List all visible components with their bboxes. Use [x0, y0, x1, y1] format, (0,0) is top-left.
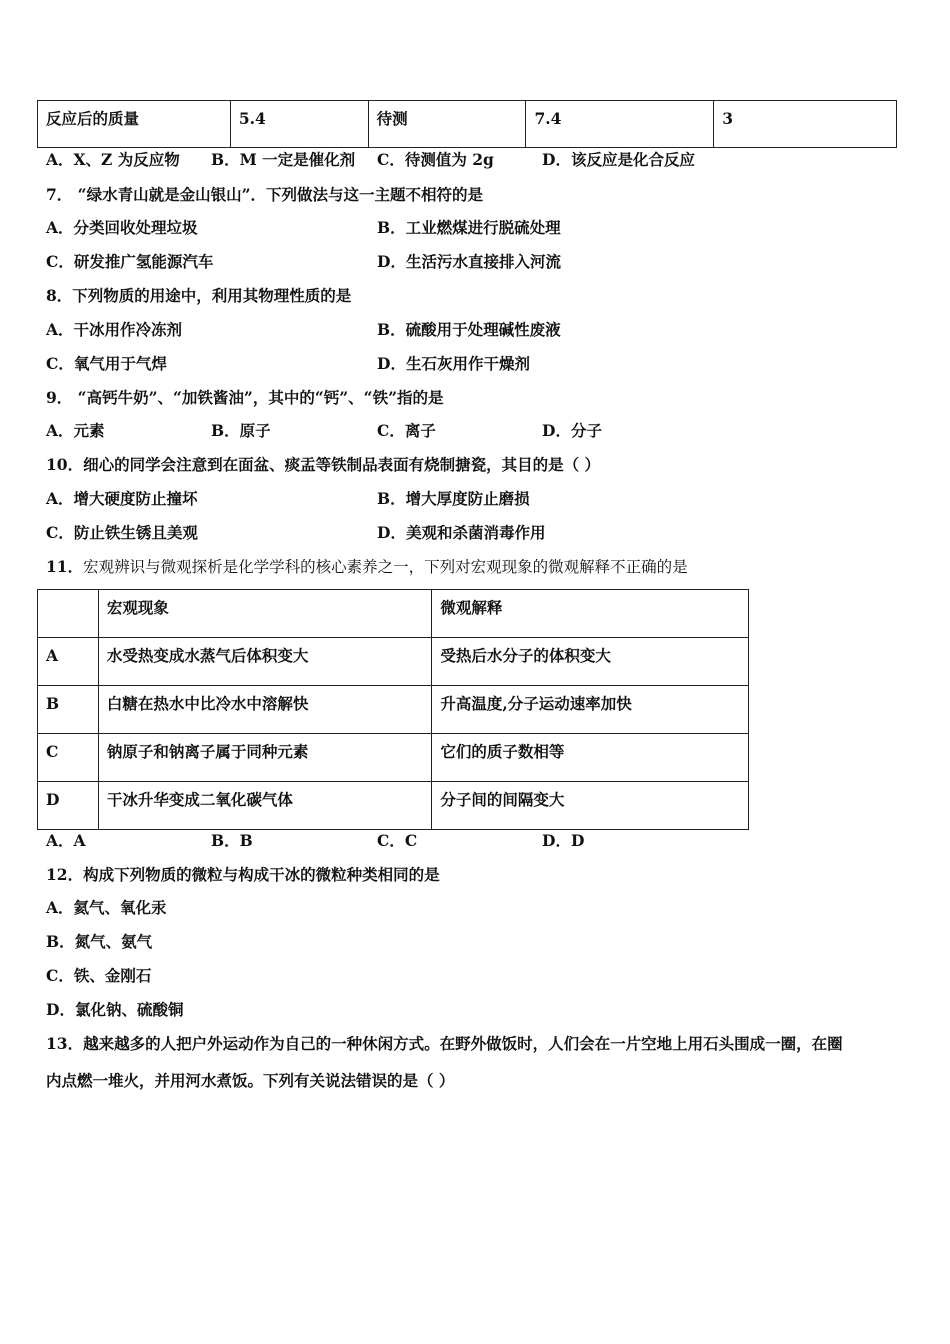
q7-option-d[interactable]: D．生活污水直接排入河流 [377, 252, 561, 271]
table-cell: 7.4 [526, 101, 714, 148]
q11-option-a[interactable]: A．A [46, 831, 86, 850]
question-12-stem: 12．构成下列物质的微粒与构成干冰的微粒种类相同的是 [46, 865, 440, 884]
table-cell: 待测 [368, 101, 526, 148]
q9-option-b[interactable]: B．原子 [211, 421, 271, 440]
q10-option-a[interactable]: A．增大硬度防止撞坏 [46, 489, 198, 508]
table-cell: 反应后的质量 [38, 101, 231, 148]
micro-macro-table [37, 589, 749, 830]
q9-option-d[interactable]: D．分子 [542, 421, 602, 440]
q10-option-b[interactable]: B．增大厚度防止磨损 [377, 489, 530, 508]
question-11-stem [46, 557, 688, 577]
q11-option-b[interactable]: B．B [211, 831, 253, 850]
q10-option-c[interactable]: C．防止铁生锈且美观 [46, 523, 198, 542]
q9-option-a[interactable]: A．元素 [46, 421, 105, 440]
question-11-number: 11． [46, 557, 84, 576]
option-a[interactable]: A．X、Z 为反应物 [46, 150, 180, 169]
q7-option-c[interactable]: C．研发推广氢能源汽车 [46, 252, 214, 271]
q7-option-a[interactable]: A．分类回收处理垃圾 [46, 218, 198, 237]
table-cell: 受热后水分子的体积变大 [432, 638, 749, 686]
q12-option-c[interactable]: C．铁、金刚石 [46, 966, 152, 985]
option-c[interactable]: C．待测值为 2g [377, 150, 494, 169]
table-cell: 3 [714, 101, 897, 148]
table-row [38, 782, 749, 830]
table-cell: 钠原子和钠离子属于同种元素 [98, 734, 432, 782]
table-row [38, 686, 749, 734]
table-row [38, 734, 749, 782]
q9-option-c[interactable]: C．离子 [377, 421, 436, 440]
question-13-line-2: 内点燃一堆火，并用河水煮饭。下列有关说法错误的是（ ） [46, 1071, 455, 1090]
table-header-cell: 微观解释 [432, 590, 749, 638]
q12-option-a[interactable]: A．氦气、氧化汞 [46, 898, 167, 917]
table-header-cell: 宏观现象 [98, 590, 432, 638]
q8-option-c[interactable]: C．氧气用于气焊 [46, 354, 167, 373]
q8-option-a[interactable]: A．干冰用作冷冻剂 [46, 320, 183, 339]
q8-option-d[interactable]: D．生石灰用作干燥剂 [377, 354, 530, 373]
table-header-cell [38, 590, 99, 638]
table-header-row [38, 590, 749, 638]
table-row [38, 638, 749, 686]
q7-option-b[interactable]: B．工业燃煤进行脱硫处理 [377, 218, 561, 237]
q12-option-d[interactable]: D．氯化钠、硫酸铜 [46, 1000, 184, 1019]
table-cell: 水受热变成水蒸气后体积变大 [98, 638, 432, 686]
q8-option-b[interactable]: B．硫酸用于处理碱性废液 [377, 320, 561, 339]
table-cell: A [38, 638, 99, 686]
option-d[interactable]: D．该反应是化合反应 [542, 150, 695, 169]
reaction-mass-table [37, 100, 897, 148]
table-cell: 干冰升华变成二氧化碳气体 [98, 782, 432, 830]
q11-option-d[interactable]: D．D [542, 831, 585, 850]
table-cell: 分子间的间隔变大 [432, 782, 749, 830]
table-cell: C [38, 734, 99, 782]
table-cell: 升高温度,分子运动速率加快 [432, 686, 749, 734]
table-cell: D [38, 782, 99, 830]
table-cell: 它们的质子数相等 [432, 734, 749, 782]
table-cell: 5.4 [230, 101, 368, 148]
question-8-stem: 8．下列物质的用途中，利用其物理性质的是 [46, 286, 352, 305]
question-11-text: 宏观辨识与微观探析是化学学科的核心素养之一，下列对宏观现象的微观解释不正确的是 [83, 558, 688, 576]
question-10-stem: 10．细心的同学会注意到在面盆、痰盂等铁制品表面有烧制搪瓷，其目的是（ ） [46, 455, 600, 474]
q10-option-d[interactable]: D．美观和杀菌消毒作用 [377, 523, 546, 542]
question-7-stem: 7． “绿水青山就是金山银山”．下列做法与这一主题不相符的是 [46, 185, 484, 204]
option-b[interactable]: B．M 一定是催化剂 [211, 150, 356, 169]
q12-option-b[interactable]: B．氮气、氨气 [46, 932, 153, 951]
question-9-stem: 9． “高钙牛奶”、“加铁酱油”，其中的“钙”、“铁”指的是 [46, 388, 444, 407]
table-cell: B [38, 686, 99, 734]
table-cell: 白糖在热水中比冷水中溶解快 [98, 686, 432, 734]
q11-option-c[interactable]: C．C [377, 831, 418, 850]
question-13-line-1: 13．越来越多的人把户外运动作为自己的一种休闲方式。在野外做饭时，人们会在一片空地上用石头围成一圈，在圈 [46, 1034, 843, 1053]
